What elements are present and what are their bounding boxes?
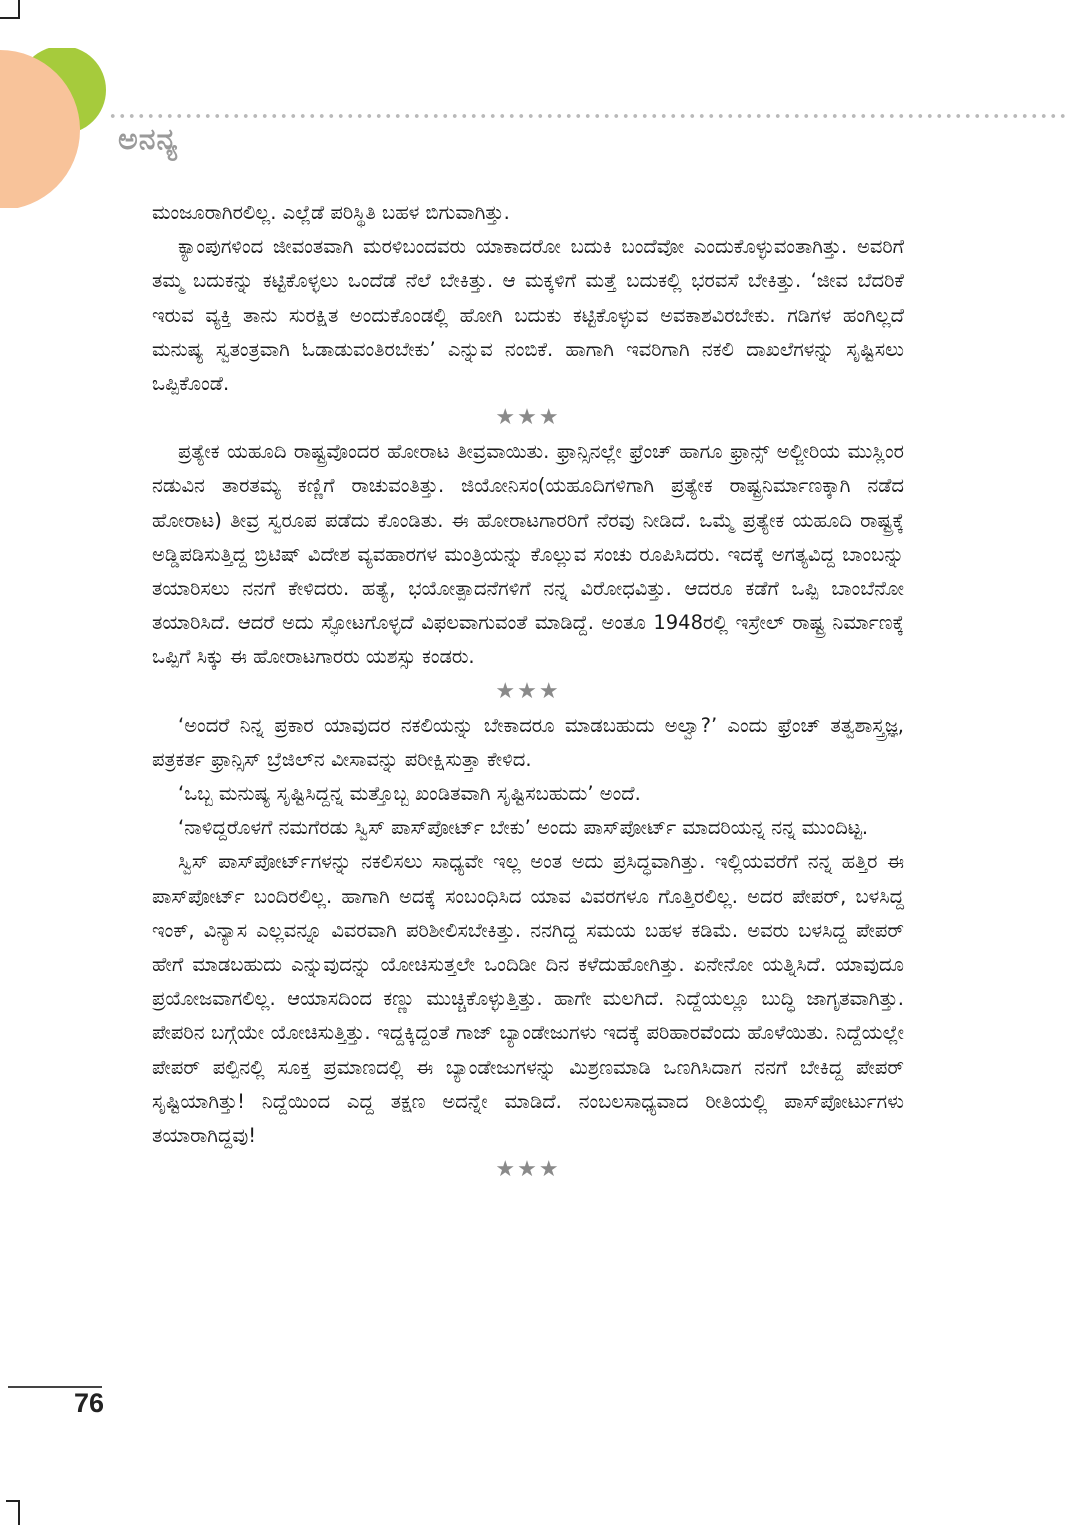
paragraph: ‘ನಾಳಿದ್ದರೊಳಗೆ ನಮಗೆರಡು ಸ್ವಿಸ್ ಪಾಸ್‌ಪೋರ್ಟ್ ಬೇಕು’ ಅಂದು ಪಾಸ್‌ಪೋರ್ಟ್ ಮಾದರಿಯನ್ನ ನನ್ನ ಮುಂದಿಟ್ಟ. — [178, 816, 869, 840]
crop-mark-top-horizontal — [0, 17, 20, 19]
page-number: 76 — [74, 1388, 105, 1418]
crop-mark-bottom-horizontal — [6, 1500, 20, 1502]
paragraph: ‘ಒಬ್ಬ ಮನುಷ್ಯ ಸೃಷ್ಟಿಸಿದ್ದನ್ನ ಮತ್ತೊಬ್ಬ ಖಂಡಿತವಾಗಿ ಸೃಷ್ಟಿಸಬಹುದು’ ಅಂದೆ. — [178, 782, 641, 806]
section-separator: ★★★ — [495, 405, 561, 431]
section-separator: ★★★ — [495, 678, 561, 704]
paragraph: ‘ಅಂದರೆ ನಿನ್ನ ಪ್ರಕಾರ ಯಾವುದರ ನಕಲಿಯನ್ನು ಬೇಕಾದರೂ ಮಾಡಬಹುದು ಅಲ್ವಾ?’ ಎಂದು ಫ್ರೆಂಚ್ ತತ್ವಶಾಸ್ತ್ರಜ್ಞ, ಪತ್ರಕರ್ತ ಫ್ರಾನ್ಸಿಸ್ ಬ್ರೆಜಿಲ್‌ನ ವೀಸಾವನ್ನು ಪರೀಕ್ಷಿಸುತ್ತಾ ಕೇಳಿದ. — [152, 713, 904, 771]
crop-mark-top-vertical — [18, 0, 20, 18]
paragraph: ಸ್ವಿಸ್ ಪಾಸ್‌ಪೋರ್ಟ್‌ಗಳನ್ನು ನಕಲಿಸಲು ಸಾಧ್ಯವೇ ಇಲ್ಲ ಅಂತ ಅದು ಪ್ರಸಿದ್ಧವಾಗಿತ್ತು. ಇಲ್ಲಿಯವರೆಗೆ ನನ್ನ ಹತ್ತಿರ ಈ ಪಾಸ್‌ಪೋರ್ಟ್ ಬಂದಿರಲಿಲ್ಲ. ಹಾಗಾಗಿ ಅದಕ್ಕೆ ಸಂಬಂಧಿಸಿದ ಯಾವ ವಿವರಗಳೂ ಗೊತ್ತಿರಲಿಲ್ಲ. ಅದರ ಪೇಪರ್, ಬಳಸಿದ್ದ ಇಂಕ್, ವಿನ್ಯಾಸ ಎಲ್ಲವನ್ನೂ ವಿವರವಾಗಿ ಪರಿಶೀಲಿಸಬೇಕಿತ್ತು. ನನಗಿದ್ದ ಸಮಯ ಬಹಳ ಕಡಿಮೆ. ಅವರು ಬಳಸಿದ್ದ ಪೇಪರ್ ಹೇಗೆ ಮಾಡಬಹುದು ಎನ್ನುವುದನ್ನು ಯೋಚಿಸುತ್ತಲೇ ಒಂದಿಡೀ ದಿನ ಕಳೆದುಹೋಗಿತ್ತು. ಏನೇನೋ ಯತ್ನಿಸಿದೆ. ಯಾವುದೂ ಪ್ರಯೋಜವಾಗಲಿಲ್ಲ. ಆಯಾಸದಿಂದ ಕಣ್ಣು ಮುಚ್ಚಿಕೊಳ್ಳುತ್ತಿತ್ತು. ಹಾಗೇ ಮಲಗಿದೆ. ನಿದ್ದೆಯಲ್ಲೂ ಬುದ್ಧಿ ಜಾಗೃತವಾಗಿತ್ತು. ಪೇಪರಿನ ಬಗ್ಗೆಯೇ ಯೋಚಿಸುತ್ತಿತ್ತು. ಇದ್ದಕ್ಕಿದ್ದಂತೆ ಗಾಜ್ ಬ್ಯಾಂಡೇಜುಗಳು ಇದಕ್ಕೆ ಪರಿಹಾರವೆಂದು ಹೊಳೆಯಿತು. ನಿದ್ದೆಯಲ್ಲೇ ಪೇಪರ್ ಪಲ್ಪಿನಲ್ಲಿ ಸೂಕ್ತ ಪ್ರಮಾಣದಲ್ಲಿ ಈ ಬ್ಯಾಂಡೇಜುಗಳನ್ನು ಮಿಶ್ರಣಮಾಡಿ ಒಣಗಿಸಿದಾಗ ನನಗೆ ಬೇಕಿದ್ದ ಪೇಪರ್ ಸೃಷ್ಟಿಯಾಗಿತ್ತು! ನಿದ್ದೆಯಿಂದ ಎದ್ದ ತಕ್ಷಣ ಅದನ್ನೇ ಮಾಡಿದೆ. ನಂಬಲಸಾಧ್ಯವಾದ ರೀತಿಯಲ್ಲಿ ಪಾಸ್‌ಪೋರ್ಟುಗಳು ತಯಾರಾಗಿದ್ದವು! — [152, 850, 904, 1148]
section-separator: ★★★ — [495, 1157, 561, 1183]
header-decoration — [0, 48, 120, 208]
paragraph: ಕ್ಯಾಂಪುಗಳಿಂದ ಜೀವಂತವಾಗಿ ಮರಳಿಬಂದವರು ಯಾಕಾದರೋ ಬದುಕಿ ಬಂದೆವೋ ಎಂದುಕೊಳ್ಳುವಂತಾಗಿತ್ತು. ಅವರಿಗೆ ತಮ್ಮ ಬದುಕನ್ನು ಕಟ್ಟಿಕೊಳ್ಳಲು ಒಂದೆಡೆ ನೆಲೆ ಬೇಕಿತ್ತು. ಆ ಮಕ್ಕಳಿಗೆ ಮತ್ತೆ ಬದುಕಲ್ಲಿ ಭರವಸೆ ಬೇಕಿತ್ತು. ‘ಜೀವ ಬೆದರಿಕೆ ಇರುವ ವ್ಯಕ್ತಿ ತಾನು ಸುರಕ್ಷಿತ ಅಂದುಕೊಂಡಲ್ಲಿ ಹೋಗಿ ಬದುಕು ಕಟ್ಟಿಕೊಳ್ಳುವ ಅವಕಾಶವಿರಬೇಕು. ಗಡಿಗಳ ಹಂಗಿಲ್ಲದೆ ಮನುಷ್ಯ ಸ್ವತಂತ್ರವಾಗಿ ಓಡಾಡುವಂತಿರಬೇಕು’ ಎನ್ನುವ ನಂಬಿಕೆ. ಹಾಗಾಗಿ ಇವರಿಗಾಗಿ ನಕಲಿ ದಾಖಲೆಗಳನ್ನು ಸೃಷ್ಟಿಸಲು ಒಪ್ಪಿಕೊಂಡೆ. — [152, 235, 904, 396]
running-header-title: ಅನನ್ಯ — [118, 122, 179, 157]
page-body — [152, 196, 904, 1187]
dotted-rule — [108, 113, 1068, 119]
crop-mark-bottom-vertical — [18, 1500, 20, 1525]
paragraph: ಪ್ರತ್ಯೇಕ ಯಹೂದಿ ರಾಷ್ಟ್ರವೊಂದರ ಹೋರಾಟ ತೀವ್ರವಾಯಿತು. ಫ್ರಾನ್ಸಿನಲ್ಲೇ ಫ್ರೆಂಚ್ ಹಾಗೂ ಫ್ರಾನ್ಸ್ ಅಲ್ಜೀರಿಯ ಮುಸ್ಲಿಂರ ನಡುವಿನ ತಾರತಮ್ಯ ಕಣ್ಣಿಗೆ ರಾಚುವಂತಿತ್ತು. ಜಿಯೋನಿಸಂ(ಯಹೂದಿಗಳಿಗಾಗಿ ಪ್ರತ್ಯೇಕ ರಾಷ್ಟ್ರನಿರ್ಮಾಣಕ್ಕಾಗಿ ನಡೆದ ಹೋರಾಟ) ತೀವ್ರ ಸ್ವರೂಪ ಪಡೆದು ಕೊಂಡಿತು. ಈ ಹೋರಾಟಗಾರರಿಗೆ ನೆರವು ನೀಡಿದೆ. ಒಮ್ಮೆ ಪ್ರತ್ಯೇಕ ಯಹೂದಿ ರಾಷ್ಟ್ರಕ್ಕೆ ಅಡ್ಡಿಪಡಿಸುತ್ತಿದ್ದ ಬ್ರಿಟಿಷ್ ವಿದೇಶ ವ್ಯವಹಾರಗಳ ಮಂತ್ರಿಯನ್ನು ಕೊಲ್ಲುವ ಸಂಚು ರೂಪಿಸಿದರು. ಇದಕ್ಕೆ ಅಗತ್ಯವಿದ್ದ ಬಾಂಬನ್ನು ತಯಾರಿಸಲು ನನಗೆ ಕೇಳಿದರು. ಹತ್ಯೆ, ಭಯೋತ್ಪಾದನೆಗಳಿಗೆ ನನ್ನ ವಿರೋಧವಿತ್ತು. ಆದರೂ ಕಡೆಗೆ ಒಪ್ಪಿ ಬಾಂಬೆನೋ ತಯಾರಿಸಿದೆ. ಆದರೆ ಅದು ಸ್ಫೋಟಗೊಳ್ಳದೆ ವಿಫಲವಾಗುವಂತೆ ಮಾಡಿದ್ದೆ. ಅಂತೂ 1948ರಲ್ಲಿ ಇಸ್ರೇಲ್ ರಾಷ್ಟ್ರ ನಿರ್ಮಾಣಕ್ಕೆ ಒಪ್ಪಿಗೆ ಸಿಕ್ಕು ಈ ಹೋರಾಟಗಾರರು ಯಶಸ್ಸು ಕಂಡರು. — [152, 440, 904, 669]
decorative-circles-icon — [0, 48, 120, 208]
paragraph: ಮಂಜೂರಾಗಿರಲಿಲ್ಲ. ಎಲ್ಲೆಡೆ ಪರಿಸ್ಥಿತಿ ಬಹಳ ಬಿಗುವಾಗಿತ್ತು. — [152, 201, 510, 224]
